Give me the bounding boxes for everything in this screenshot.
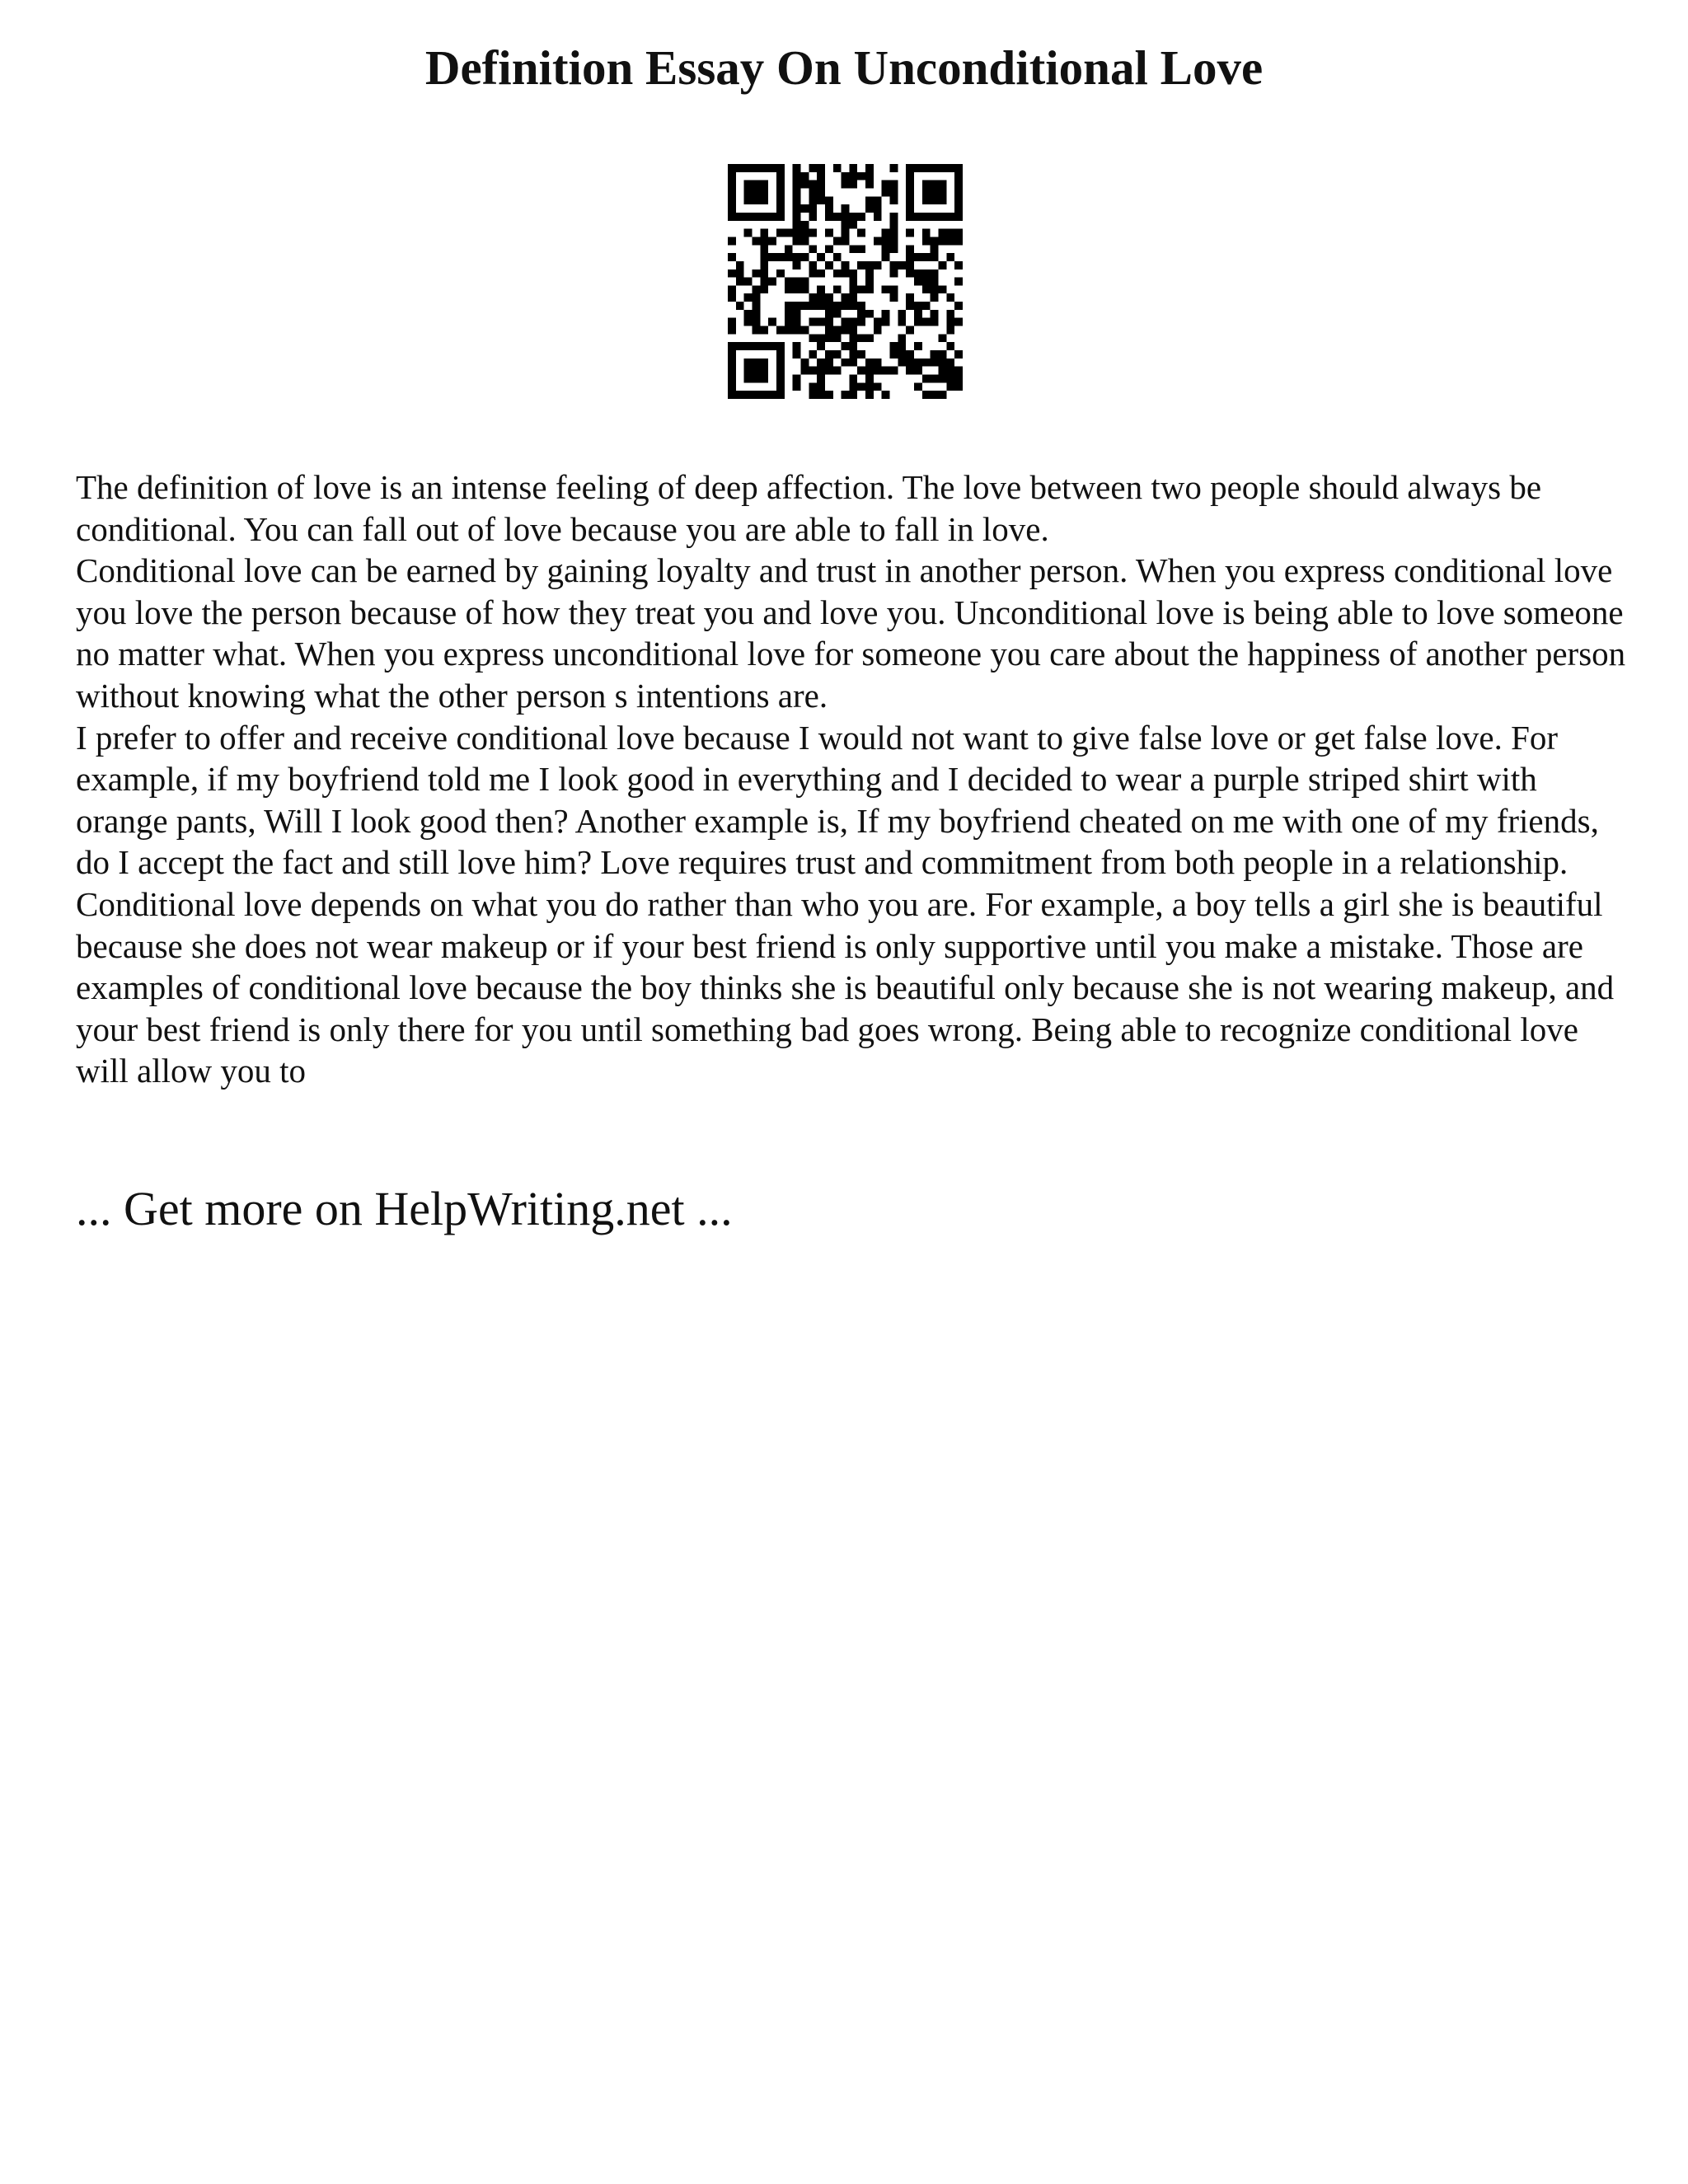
paragraph: Conditional love depends on what you do rather than who you are. For example, a boy tells a girl she is beautiful because she does not wear makeup or if your best friend is only supportive until you make a mistake. Those are examples of conditional love because the boy thinks she is beautiful only because she is not wearing makeup, and your best friend is only there for you until something bad goes wrong. Being able to recognize conditional love will allow you to [76,884,1615,1090]
page-title: Definition Essay On Unconditional Love [424,40,1264,95]
get-more-link[interactable]: ... Get more on HelpWriting.net ... [76,1182,733,1235]
essay-body [76,466,1634,1092]
paragraph: The definition of love is an intense feeling of deep affection. The love between two people should always be conditional. You can fall out of love because you are able to fall in love. [76,468,1542,548]
paragraph: I prefer to offer and receive conditional love because I would not want to give false love or get false love. For example, if my boyfriend told me I look good in everything and I decided to wear a purple striped shirt with orange pants, Will I look good then? Another example is, If my boyfriend cheated on me with one of my friends, do I accept the fact and still love him? Love requires trust and commitment from both people in a relationship. [76,718,1599,882]
paragraph: Conditional love can be earned by gaining loyalty and trust in another person. When you express conditional love you love the person because of how they treat you and love you. Unconditional love is being able to love someone no matter what. When you express unconditional love for someone you care about the happiness of another person without knowing what the other person s intentions are. [76,551,1626,715]
qr-code-icon [728,164,963,399]
